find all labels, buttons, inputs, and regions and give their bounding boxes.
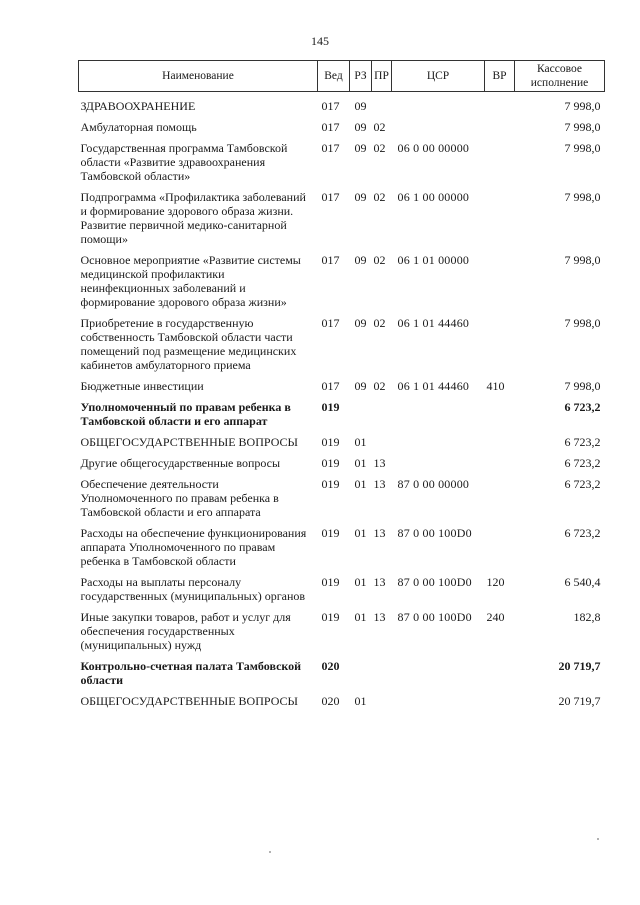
row-rz: 01 xyxy=(354,526,367,540)
row-amount: 20 719,7 xyxy=(558,694,601,708)
row-rz: 09 xyxy=(354,379,367,393)
row-vr xyxy=(485,400,515,435)
row-ved: 019 xyxy=(321,610,340,624)
row-csr: 06 0 00 00000 xyxy=(397,141,470,155)
table-row xyxy=(79,526,605,575)
row-name: Уполномоченный по правам ребенка в Тамбовской области и его аппарат xyxy=(80,400,291,428)
row-csr: 06 1 01 44460 xyxy=(397,316,470,330)
row-vr: 410 xyxy=(486,379,505,393)
row-vr xyxy=(485,694,515,715)
row-rz: 09 xyxy=(354,141,367,155)
row-amount: 6 723,2 xyxy=(564,477,601,491)
row-name: Приобретение в государственную собственность Тамбовской области части помещений под размещение медицинских кабинетов амбулаторного приема xyxy=(80,316,297,372)
table-row xyxy=(79,400,605,435)
row-csr: 06 1 01 44460 xyxy=(397,379,470,393)
row-amount: 7 998,0 xyxy=(564,99,601,113)
row-csr: 06 1 01 00000 xyxy=(397,253,470,267)
table-row xyxy=(79,316,605,379)
row-amount: 6 723,2 xyxy=(564,435,601,449)
row-amount: 6 540,4 xyxy=(564,575,601,589)
row-vr xyxy=(485,92,515,121)
row-csr: 87 0 00 00000 xyxy=(397,477,470,491)
row-rz: 09 xyxy=(354,99,367,113)
row-amount: 20 719,7 xyxy=(558,659,601,673)
header-name: Наименование xyxy=(79,61,318,92)
row-amount: 6 723,2 xyxy=(564,400,601,414)
table-row xyxy=(79,120,605,141)
row-name: ОБЩЕГОСУДАРСТВЕННЫЕ ВОПРОСЫ xyxy=(80,694,298,708)
row-pr: 02 xyxy=(373,253,386,267)
header-rz: РЗ xyxy=(350,61,372,92)
row-amount: 7 998,0 xyxy=(564,120,601,134)
row-vr xyxy=(485,659,515,694)
row-rz: 09 xyxy=(354,316,367,330)
table-row xyxy=(79,92,605,121)
row-csr xyxy=(392,659,485,694)
page-number: 145 xyxy=(311,34,329,48)
row-pr: 13 xyxy=(373,575,386,589)
row-ved: 017 xyxy=(321,190,340,204)
row-csr xyxy=(392,435,485,456)
row-pr: 02 xyxy=(373,190,386,204)
row-pr: 13 xyxy=(373,456,386,470)
row-vr xyxy=(485,435,515,456)
row-vr xyxy=(485,120,515,141)
table-row xyxy=(79,659,605,694)
header-amount: Кассовое исполнение xyxy=(515,61,605,92)
row-csr: 87 0 00 100D0 xyxy=(397,575,472,589)
row-name: Основное мероприятие «Развитие системы медицинской профилактики неинфекционных заболеваний и формирование здорового образа жизни» xyxy=(80,253,301,309)
row-amount: 7 998,0 xyxy=(564,190,601,204)
row-name: Бюджетные инвестиции xyxy=(80,379,204,393)
row-rz xyxy=(350,659,372,694)
row-name: Подпрограмма «Профилактика заболеваний и формирование здорового образа жизни. Развитие первичной медико-санитарной помощи» xyxy=(80,190,306,246)
header-csr: ЦСР xyxy=(392,61,485,92)
row-ved: 017 xyxy=(321,120,340,134)
row-csr xyxy=(392,456,485,477)
row-ved: 019 xyxy=(321,575,340,589)
row-rz: 01 xyxy=(354,694,367,708)
row-ved: 017 xyxy=(321,141,340,155)
table-row xyxy=(79,141,605,190)
scan-speck xyxy=(269,851,271,853)
row-csr xyxy=(392,400,485,435)
row-pr xyxy=(372,659,392,694)
row-pr xyxy=(372,435,392,456)
table-row xyxy=(79,435,605,456)
row-name: Другие общегосударственные вопросы xyxy=(80,456,281,470)
table-row xyxy=(79,477,605,526)
table-row xyxy=(79,190,605,253)
row-name: Контрольно-счетная палата Тамбовской области xyxy=(80,659,302,687)
row-pr: 13 xyxy=(373,526,386,540)
row-name: Расходы на обеспечение функционирования аппарата Уполномоченного по правам ребенка в Тамбовской области xyxy=(80,526,307,568)
row-pr: 13 xyxy=(373,477,386,491)
header-pr: ПР xyxy=(372,61,392,92)
row-pr: 02 xyxy=(373,120,386,134)
row-vr xyxy=(485,526,515,575)
row-ved: 019 xyxy=(321,477,340,491)
table-row xyxy=(79,379,605,400)
row-amount: 7 998,0 xyxy=(564,379,601,393)
row-rz: 01 xyxy=(354,610,367,624)
row-vr xyxy=(485,316,515,379)
row-csr xyxy=(392,92,485,121)
row-name: ЗДРАВООХРАНЕНИЕ xyxy=(80,99,196,113)
row-name: Государственная программа Тамбовской области «Развитие здравоохранения Тамбовской области» xyxy=(80,141,288,183)
table-row xyxy=(79,575,605,610)
budget-table xyxy=(78,60,605,715)
row-pr: 02 xyxy=(373,141,386,155)
row-ved: 019 xyxy=(321,435,340,449)
row-vr xyxy=(485,253,515,316)
row-ved: 020 xyxy=(321,694,340,708)
table-row xyxy=(79,610,605,659)
row-amount: 6 723,2 xyxy=(564,456,601,470)
row-amount: 7 998,0 xyxy=(564,253,601,267)
row-rz xyxy=(350,400,372,435)
row-name: ОБЩЕГОСУДАРСТВЕННЫЕ ВОПРОСЫ xyxy=(80,435,298,449)
row-name: Амбулаторная помощь xyxy=(80,120,197,134)
row-pr: 13 xyxy=(373,610,386,624)
row-ved: 019 xyxy=(321,456,340,470)
row-rz: 01 xyxy=(354,456,367,470)
row-pr: 02 xyxy=(373,379,386,393)
row-csr: 87 0 00 100D0 xyxy=(397,526,472,540)
row-amount: 182,8 xyxy=(573,610,601,624)
row-ved: 019 xyxy=(321,400,340,414)
row-rz: 09 xyxy=(354,190,367,204)
row-vr: 240 xyxy=(486,610,505,624)
row-rz: 01 xyxy=(354,477,367,491)
row-pr xyxy=(372,400,392,435)
row-rz: 09 xyxy=(354,253,367,267)
header-vr: ВР xyxy=(485,61,515,92)
row-ved: 017 xyxy=(321,253,340,267)
row-vr: 120 xyxy=(486,575,505,589)
table-row xyxy=(79,253,605,316)
row-pr: 02 xyxy=(373,316,386,330)
table-row xyxy=(79,456,605,477)
row-rz: 01 xyxy=(354,435,367,449)
row-csr xyxy=(392,694,485,715)
row-amount: 7 998,0 xyxy=(564,316,601,330)
row-name: Расходы на выплаты персоналу государственных (муниципальных) органов xyxy=(80,575,306,603)
row-ved: 019 xyxy=(321,526,340,540)
row-rz: 01 xyxy=(354,575,367,589)
row-csr: 06 1 00 00000 xyxy=(397,190,470,204)
row-vr xyxy=(485,190,515,253)
row-ved: 020 xyxy=(321,659,340,673)
row-amount: 6 723,2 xyxy=(564,526,601,540)
row-ved: 017 xyxy=(321,379,340,393)
row-ved: 017 xyxy=(321,99,340,113)
row-pr xyxy=(372,92,392,121)
header-ved: Вед xyxy=(318,61,350,92)
table-row xyxy=(79,694,605,715)
row-pr xyxy=(372,694,392,715)
row-vr xyxy=(485,477,515,526)
row-csr: 87 0 00 100D0 xyxy=(397,610,472,624)
row-csr xyxy=(392,120,485,141)
row-rz: 09 xyxy=(354,120,367,134)
row-vr xyxy=(485,141,515,190)
row-name: Иные закупки товаров, работ и услуг для обеспечения государственных (муниципальных) нужд xyxy=(80,610,291,652)
scan-speck xyxy=(597,838,599,840)
table-body xyxy=(79,92,605,716)
row-name: Обеспечение деятельности Уполномоченного по правам ребенка в Тамбовской области и его аппарата xyxy=(80,477,279,519)
row-amount: 7 998,0 xyxy=(564,141,601,155)
row-vr xyxy=(485,456,515,477)
row-ved: 017 xyxy=(321,316,340,330)
table-header xyxy=(79,61,605,92)
